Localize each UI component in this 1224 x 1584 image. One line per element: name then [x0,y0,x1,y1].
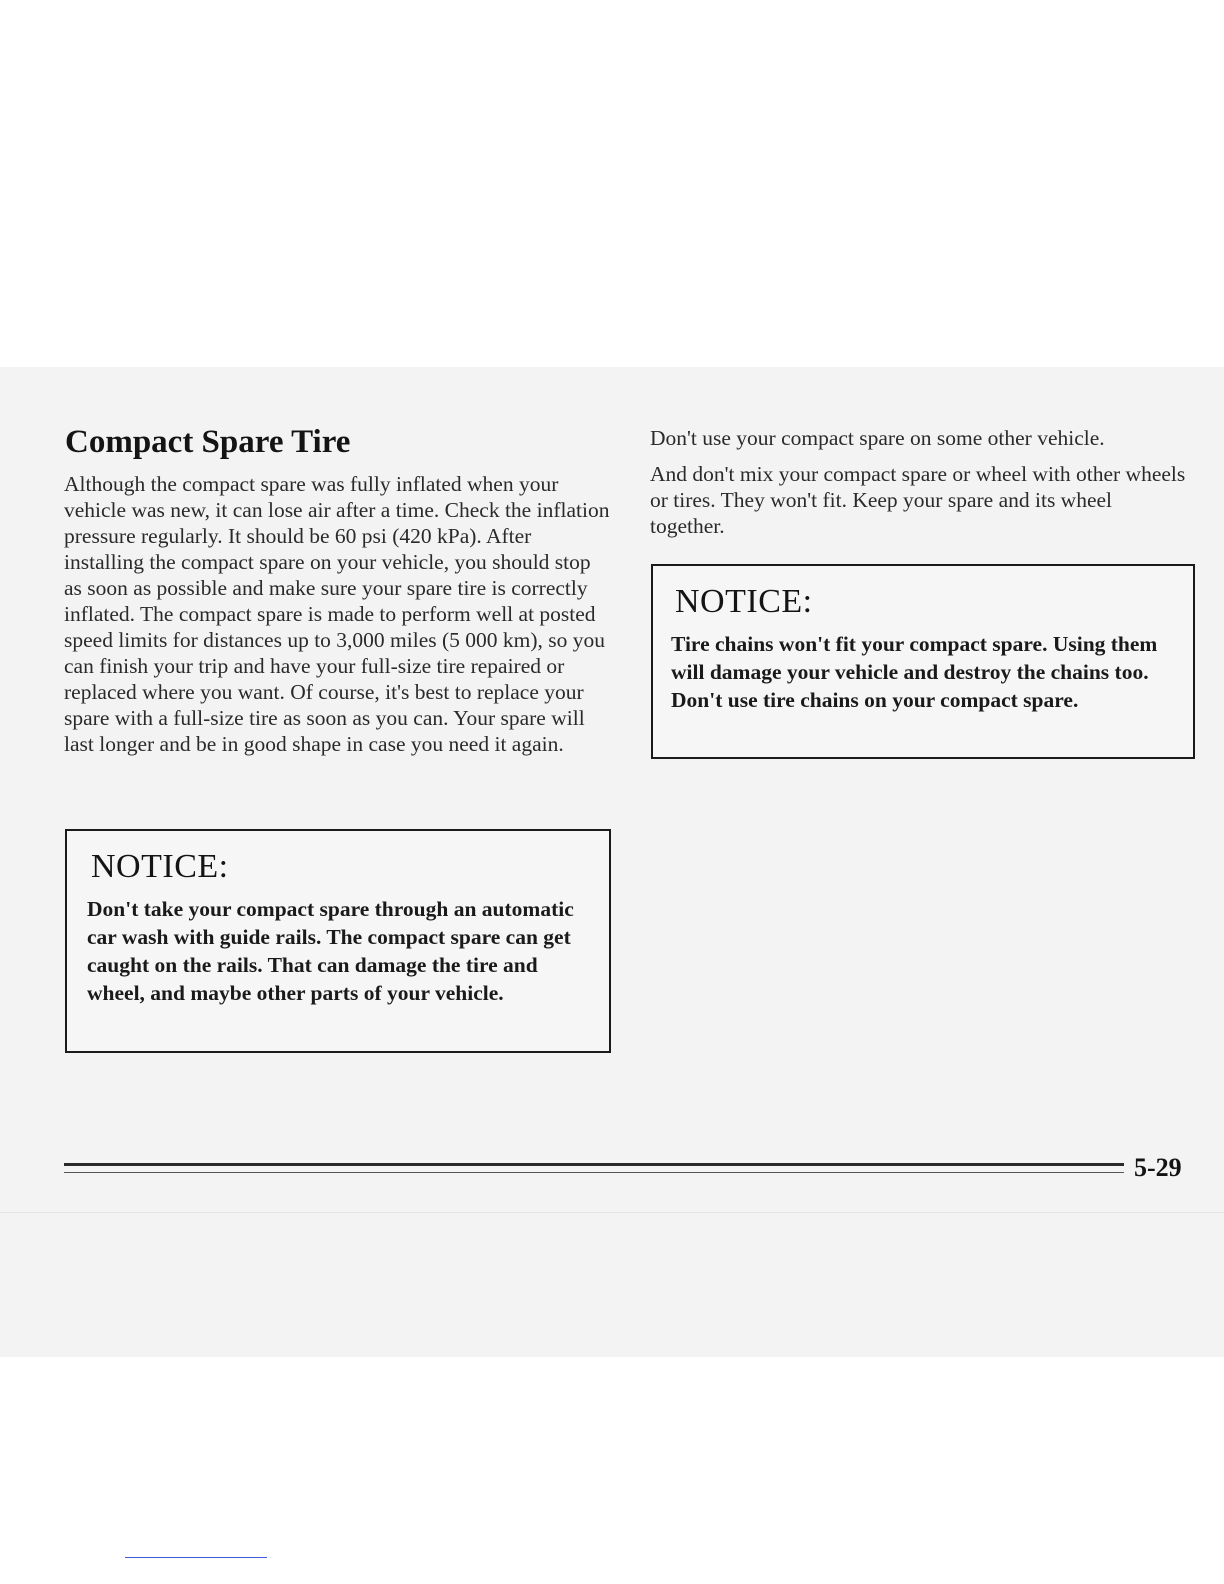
notice-text: Don't take your compact spare through an automatic car wash with guide rails. The compact spare can get caught on the rails. That can damage the tire and wheel, and maybe other parts of your vehicle. [87,897,574,1005]
notice-box-tire-chains [651,564,1195,759]
page-edge-divider [0,1212,1224,1213]
right-column [650,425,1190,539]
notice-title: NOTICE: [675,583,813,620]
footer-rule-thin [64,1172,1124,1173]
notice-title: NOTICE: [91,848,229,885]
paragraph-other-vehicle: Don't use your compact spare on some other vehicle. [650,426,1105,450]
footer-rule [64,1163,1124,1166]
page-number: 5-29 [1134,1153,1182,1182]
bottom-underline [125,1557,267,1558]
section-heading: Compact Spare Tire [65,424,351,460]
paragraph-mix-wheels: And don't mix your compact spare or wheel with other wheels or tires. They won't fit. Keep your spare and its wheel together. [650,462,1186,538]
intro-paragraph: Although the compact spare was fully inflated when your vehicle was new, it can lose air after a time. Check the inflation pressure regularly. It should be 60 psi (420 kPa). After installing the compact spare on your vehicle, you should stop as soon as possible and make sure your spare tire is correctly inflated. The compact spare is made to perform well at posted speed limits for distances up to 3,000 miles (5 000 km), so you can finish your trip and have your full-size tire repaired or replaced where you want. Of course, it's best to replace your spare with a full-size tire as soon as you can. Your spare will last longer and be in good shape in case you need it again. [64,472,610,756]
notice-box-car-wash [65,829,611,1053]
notice-text: Tire chains won't fit your compact spare. Using them will damage your vehicle and destroy the chains too. Don't use tire chains on your compact spare. [671,632,1158,712]
